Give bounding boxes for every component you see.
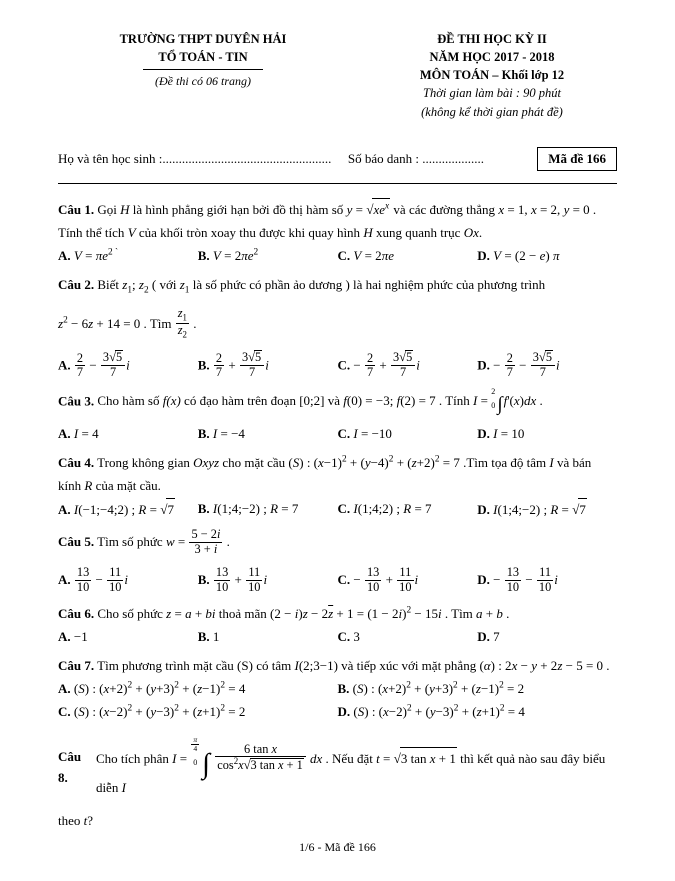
option-2-B[interactable]: B. $\frac{2}{7}$ + $\frac{3√5}{7}$ i: [197, 350, 269, 380]
option-7-A[interactable]: A. (S) : $(x+2)^2 + (y+3)^2 + (z-1)^2 = 4$: [58, 680, 246, 696]
question-5-line1: Tìm số phức w = $\frac{5 - 2i}{3 + i}$ .: [97, 527, 230, 556]
header-left-block: [58, 30, 348, 121]
question-4-options: [58, 498, 617, 520]
option-5-D[interactable]: D. − $\frac{13}{10}$ − $\frac{11}{10}$ i: [477, 565, 558, 594]
option-3-C[interactable]: C. I = −10: [337, 425, 392, 441]
option-1-D[interactable]: D. V = (2 − e) π: [477, 248, 560, 264]
question-5-label: Câu 5.: [58, 534, 95, 550]
question-6-line1: Cho số phức z = a + bi thoả mãn $(2 - i)z - 2\overline{z} + 1 = (1 - 2i)^2 - 15i$ . Tìm a + b .: [97, 605, 510, 621]
option-1-C[interactable]: C. V = 2πe: [337, 248, 394, 264]
document-header: [0, 0, 675, 121]
option-5-C[interactable]: C. − $\frac{13}{10}$ + $\frac{11}{10}$ i: [337, 565, 419, 594]
student-name-field[interactable]: Họ và tên học sinh :....................................................: [58, 150, 332, 166]
question-3-label: Câu 3.: [58, 393, 95, 409]
student-id-field[interactable]: Số báo danh : ...................: [347, 150, 484, 166]
school-name: TRƯỜNG THPT DUYÊN HẢI: [119, 32, 287, 46]
question-3: [58, 388, 617, 444]
question-8-label: Câu 8.: [58, 748, 82, 785]
question-5-options: [58, 566, 617, 594]
option-3-D[interactable]: D. I = 10: [477, 425, 525, 441]
option-2-A[interactable]: A. $\frac{2}{7}$ − $\frac{3√5}{7}$ i: [58, 350, 130, 380]
question-3-line1: Cho hàm số f(x) có đạo hàm trên đoạn [0;2] và f(0) = −3; f(2) = 7 . Tính I = 2 0 ∫f'(x)dx .: [97, 386, 543, 416]
page-count-note: (Đề thi có 06 trang): [155, 74, 251, 89]
question-5: [58, 528, 617, 594]
exam-duration: Thời gian làm bài : 90 phút: [423, 86, 561, 101]
question-6-options: [58, 626, 617, 647]
question-2-options: [58, 350, 617, 379]
question-7-options-row2: [58, 701, 617, 722]
option-7-D[interactable]: D. (S) : $(x-2)^2 + (y-3)^2 + (z+1)^2 = 4$: [337, 703, 525, 719]
question-1-text: Gọi H là hình phẳng giới hạn bởi đồ thị hàm số $y = √xe^x$ và các đường thẳng x = 1, x = 2, y = 0 .: [97, 202, 596, 217]
header-right-block: [367, 30, 617, 121]
question-7: [58, 655, 617, 722]
student-info-line: [58, 147, 617, 171]
option-1-B[interactable]: B. $V = 2\pi e^2$: [197, 247, 259, 264]
option-4-A[interactable]: A. I(−1;−4;2) ; R = √7: [58, 498, 198, 520]
question-1-line2: Tính thể tích V của khối tròn xoay thu được khi quay hình H xung quanh trục Ox.: [58, 225, 483, 241]
question-7-line1: Tìm phương trình mặt cầu (S) có tâm I(2;3−1) và tiếp xúc với mặt phẳng (α) : 2x − y + 2z − 5 = 0 .: [97, 657, 610, 673]
question-7-options-row1: [58, 678, 617, 699]
option-4-B[interactable]: B. I(1;4;−2) ; R = 7: [197, 500, 299, 516]
option-2-C[interactable]: C. − $\frac{2}{7}$ + $\frac{3√5}{7}$ i: [337, 350, 420, 380]
exam-title: ĐỀ THI HỌC KỲ II: [437, 32, 547, 46]
question-7-label: Câu 7.: [58, 657, 95, 673]
header-rule: [143, 69, 263, 70]
question-1: [58, 198, 617, 267]
question-4-line1: Trong không gian Oxyz cho mặt cầu (S) : $(x-1)^2 + (y-4)^2 + (z+2)^2 = 7$ .Tìm tọa độ tâm I và bán: [97, 454, 592, 470]
question-2-line2: $z^2 - 6z + 14 = 0$ . Tìm $\frac{z_1}{z_2}$ .: [58, 305, 197, 340]
question-1-label: Câu 1.: [58, 201, 95, 217]
option-4-D[interactable]: D. I(1;4;−2) ; R = √7: [477, 498, 617, 520]
option-2-D[interactable]: D. − $\frac{2}{7}$ − $\frac{3√5}{7}$ i: [477, 350, 560, 380]
question-2: [58, 274, 617, 380]
option-6-B[interactable]: B. 1: [197, 628, 220, 644]
question-2-line1: Biết $z_1$; $z_2$ ( với $z_1$ là số phức có phần ảo dương ) là hai nghiệm phức của phương trình: [97, 277, 546, 296]
question-8-line2: theo t?: [58, 812, 94, 828]
option-1-A[interactable]: A. $V = \pi e^{2 `}$: [58, 247, 119, 264]
option-4-C[interactable]: C. I(1;4;2) ; R = 7: [337, 500, 432, 516]
duration-note: (không kể thời gian phát đề): [421, 104, 563, 119]
question-3-options: [58, 423, 617, 444]
option-7-C[interactable]: C. (S) : $(x-2)^2 + (y-3)^2 + (z+1)^2 = 2$: [58, 703, 246, 719]
question-6-label: Câu 6.: [58, 605, 95, 621]
option-3-B[interactable]: B. I = −4: [197, 425, 245, 441]
question-2-label: Câu 2.: [58, 277, 95, 293]
option-7-B[interactable]: B. (S) : $(x+2)^2 + (y+3)^2 + (z-1)^2 = 2$: [337, 680, 525, 696]
question-6: [58, 603, 617, 647]
school-year: NĂM HỌC 2017 - 2018: [429, 50, 555, 65]
question-8-line1: Cho tích phân I = $\frac{\pi}{4}$ 0 ∫ $\frac{\text{6 tan x}}{\cos^2x√3 \tan x + 1}$ dx . Nếu đặt t = √3 tan x + 1 thì kết quả nào sau đây biểu diễn I: [95, 734, 606, 795]
option-3-A[interactable]: A. I = 4: [58, 425, 99, 441]
question-4: [58, 452, 617, 521]
option-6-A[interactable]: A. −1: [58, 628, 88, 644]
questions-container: [0, 184, 675, 831]
subject-grade: MÔN TOÁN – Khối lớp 12: [419, 68, 565, 83]
option-6-D[interactable]: D. 7: [477, 628, 500, 644]
question-8: [58, 736, 617, 831]
page-footer: 1/6 - Mã đề 166: [299, 840, 376, 854]
option-6-C[interactable]: C. 3: [337, 628, 360, 644]
department-name: TỔ TOÁN - TIN: [158, 50, 248, 65]
exam-code-box: Mã đề 166: [537, 147, 617, 171]
option-5-B[interactable]: B. $\frac{13}{10}$ + $\frac{11}{10}$ i: [197, 565, 268, 594]
question-1-options: [58, 245, 617, 266]
option-5-A[interactable]: A. $\frac{13}{10}$ − $\frac{11}{10}$ i: [58, 565, 129, 594]
question-4-line2: kính R của mặt cầu.: [58, 477, 161, 493]
question-4-label: Câu 4.: [58, 454, 95, 470]
